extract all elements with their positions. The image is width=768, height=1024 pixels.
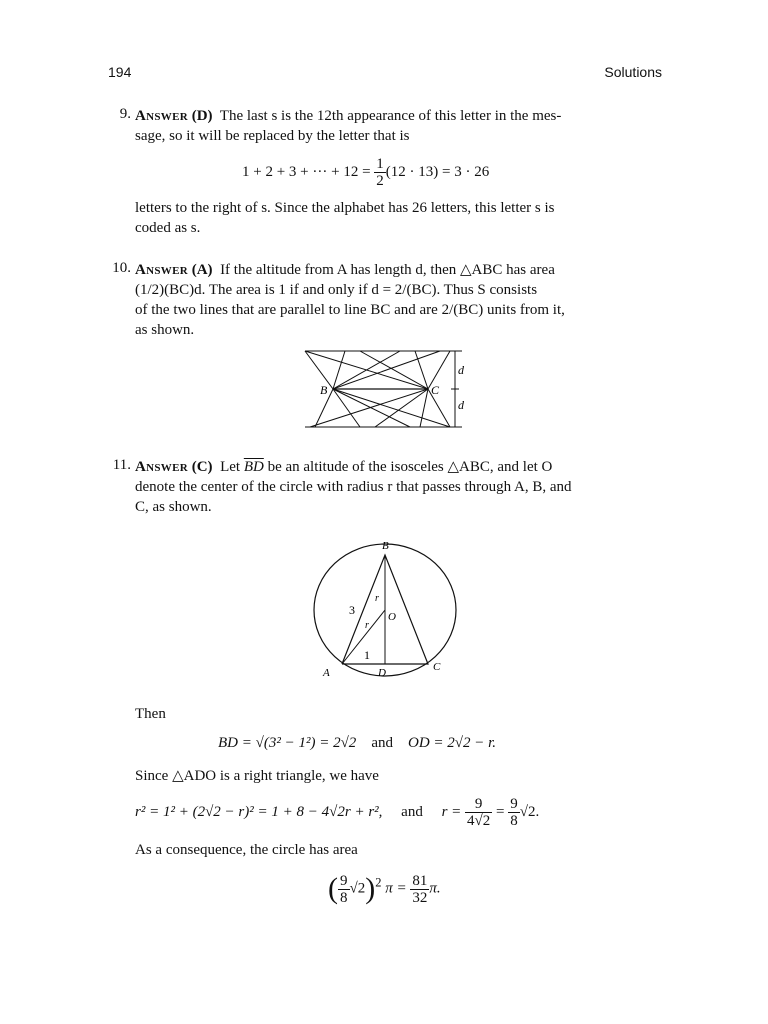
problem-9-equation xyxy=(242,156,489,189)
problem-9-conclusion xyxy=(135,198,661,238)
label-one: 1 xyxy=(364,648,370,662)
problem-11-line3: C, as shown. xyxy=(135,499,212,515)
parallel-lines-figure xyxy=(300,345,470,435)
eq-r-expansion: r² = 1² + (2√2 − r)² = 1 + 8 − 4√2r + r², xyxy=(135,803,383,820)
area-equation: ( $\frac{9}{8}$ √2)$^2$ π = $\frac{81}{32}$ π. xyxy=(328,872,441,906)
eq-od: OD = 2√2 − r. xyxy=(407,735,497,751)
problem-10-line3: of the two lines that are parallel to line BC and are 2/(BC) units from it, xyxy=(135,302,565,318)
exponent: 2 xyxy=(375,875,382,890)
answer-label: Answer xyxy=(135,459,188,475)
answer-choice: (D) xyxy=(191,108,213,124)
answer-choice: (C) xyxy=(191,459,213,475)
fraction-9-over-8: $\frac{9}{8}$ xyxy=(510,796,518,829)
equals: = xyxy=(496,803,505,820)
problem-9-number: 9. xyxy=(119,106,131,122)
page-number: 194 xyxy=(108,64,132,80)
running-header: Solutions xyxy=(604,64,662,80)
problem-11-line2: denote the center of the circle with radius r that passes through A, B, and xyxy=(135,479,572,495)
answer-label: Answer xyxy=(135,108,188,124)
problem-10-text xyxy=(135,260,661,340)
eq-r-label: r = xyxy=(441,803,462,820)
eq-right: (12 · 13) = 3 · 26 xyxy=(385,163,490,180)
half-fraction: $\frac{1}{2}$ xyxy=(376,156,384,189)
problem-11-text xyxy=(135,457,661,517)
pi-equals: π = xyxy=(385,880,407,897)
circle-triangle-figure xyxy=(305,538,465,680)
fraction-9-over-8: $\frac{9}{8}$ xyxy=(340,872,348,906)
segment-bd: $\overline{BD}$ xyxy=(243,459,264,475)
label-d-bottom: d xyxy=(458,398,464,412)
then-text: Then xyxy=(135,706,166,722)
problem-9-line4: coded as s. xyxy=(135,220,201,236)
label-a: A xyxy=(323,667,330,679)
root2: √2 xyxy=(349,880,366,897)
label-d: D xyxy=(378,667,386,679)
problem-9-line3: letters to the right of s. Since the alphabet has 26 letters, this letter s is xyxy=(135,200,555,216)
problem-9-text xyxy=(135,106,661,146)
fraction-81-over-32: $\frac{81}{32}$ xyxy=(412,872,428,906)
problem-11-number: 11. xyxy=(112,457,131,473)
problem-10-line4: as shown. xyxy=(135,322,195,338)
text-let: Let xyxy=(220,459,241,475)
problem-10-line2: (1/2)(BC)d. The area is 1 if and only if d = 2/(BC). Thus S consists xyxy=(135,282,538,298)
equation-r xyxy=(135,796,539,829)
answer-label: Answer xyxy=(135,262,188,278)
answer-choice: (A) xyxy=(191,262,213,278)
label-b: B xyxy=(320,383,328,397)
problem-10-line1: If the altitude from A has length d, then △ABC has area xyxy=(220,262,555,278)
eq-bd: BD = √(3² − 1²) = 2√2 xyxy=(218,735,357,751)
label-o: O xyxy=(388,611,396,623)
problem-9-line1: The last s is the 12th appearance of this letter in the mes- xyxy=(219,108,562,124)
label-c: C xyxy=(433,661,441,673)
fraction-9-over-4root2: $\frac{9}{4√2}$ xyxy=(467,796,491,829)
pi-tail: π. xyxy=(429,880,441,897)
equation-bd xyxy=(218,735,496,752)
root2-tail: √2. xyxy=(519,803,540,820)
problem-11-line1: be an altitude of the isosceles △ABC, and let O xyxy=(267,459,553,475)
label-three: 3 xyxy=(349,603,355,617)
label-r-upper: r xyxy=(375,593,379,604)
label-d-top: d xyxy=(458,363,464,377)
label-r-lower: r xyxy=(365,620,369,631)
problem-10-number: 10. xyxy=(112,260,131,276)
label-c: C xyxy=(431,383,440,397)
label-b: B xyxy=(382,540,389,552)
and-word: and xyxy=(371,735,393,751)
problem-9-line2: sage, so it will be replaced by the letter that is xyxy=(135,128,410,144)
and-word: and xyxy=(401,803,423,820)
consequence-text: As a consequence, the circle has area xyxy=(135,842,358,858)
eq-left: 1 + 2 + 3 + ··· + 12 = xyxy=(242,163,371,180)
since-text: Since △ADO is a right triangle, we have xyxy=(135,768,379,784)
